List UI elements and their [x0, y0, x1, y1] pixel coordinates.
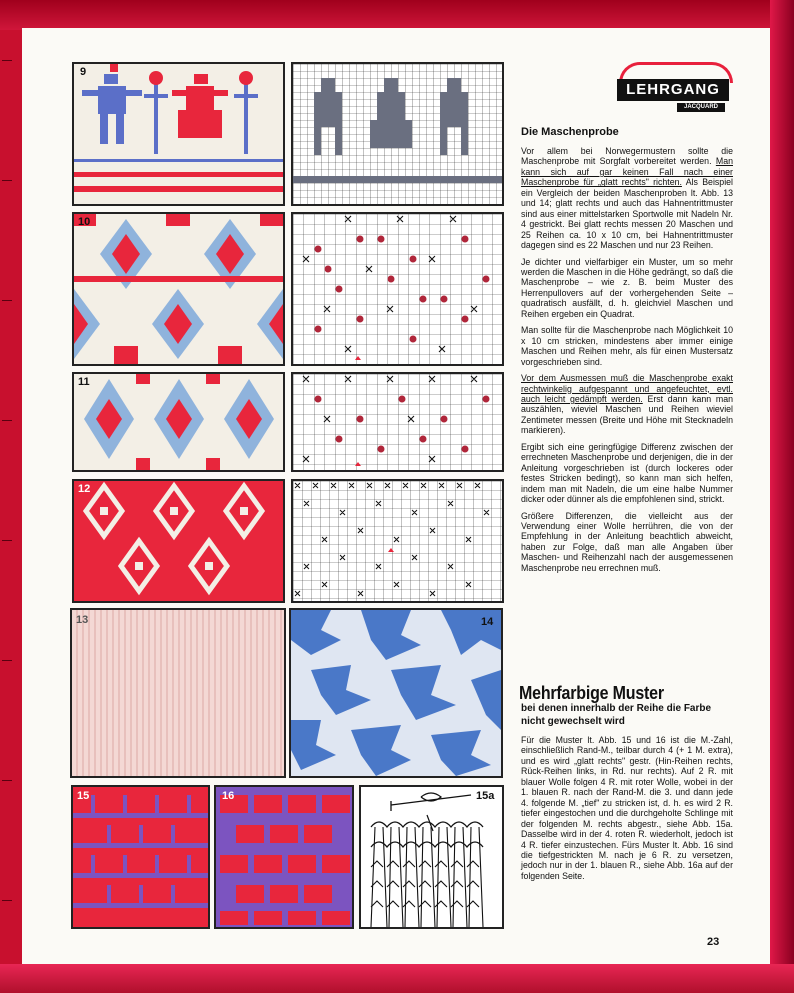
page-number: 23: [707, 936, 720, 948]
swatch-9-pattern: [74, 64, 283, 204]
swatch-14-pattern: [291, 610, 501, 776]
fig-11-label: 11: [78, 376, 90, 388]
section2-body: [521, 735, 733, 887]
top-border: [0, 0, 794, 30]
paragraph-2: Je dichter und vielfarbiger ein Muster, um so mehr werden die Maschen in die Höhe gedrängt, so daß die Maschenprobe – wie z. B. beim Muster des Herrenpullovers auf der vorhergehenden Seite – quadratisch ausfällt, d. h. gleichviel Maschen und Reihen ergeben ein Quadrat.: [521, 256, 733, 319]
fig-9-label: 9: [80, 66, 87, 78]
swatch-15-pattern: [73, 787, 208, 927]
p1-text-b: Als Beispiel ein Vergleich der beiden Maschenproben lt. Abb. 13 und 14; glatt rechts und auch das Hahnentrittmuster sind aus einer mittelstarken Sportwolle mit Nadeln Nr. 4 gestrickt. Bei glatt rechts messen 20 Maschen und 25 Reihen ca. 10 x 10 cm, bei Hahnentrittmuster dagegen sind es 22 Maschen und nur 23 Reihen.: [521, 177, 733, 251]
section-heading-maschenprobe: Die Maschenprobe: [521, 126, 619, 138]
fig-15-label: 15: [77, 790, 90, 802]
fig-12-label: 12: [78, 483, 91, 495]
p1-text-a: Vor allem bei Norwegermustern sollte die Maschenprobe mit Sorgfalt vorbereitet werden.: [521, 146, 733, 167]
right-edge: [770, 0, 794, 993]
swatch-15: [71, 785, 210, 929]
fig-10-label: 10: [78, 216, 91, 228]
fig-14-label: 14: [481, 616, 494, 628]
bottom-border: [0, 964, 794, 993]
section1-body: [521, 146, 733, 579]
swatch-12-pattern: [74, 481, 283, 601]
paragraph-4: [521, 373, 733, 436]
section-heading-mehrfarbige-muster: Mehrfarbige Muster: [519, 684, 664, 704]
paragraph-3: Man sollte für die Maschenprobe nach Möglichkeit 10 x 10 cm stricken, mindestens aber immer einige Maschen und Reihen mehr, als für einen Mustersatz vorgeschrieben sind.: [521, 325, 733, 367]
fig-13-label: 13: [76, 614, 89, 626]
fig-15a-label: 15a: [476, 790, 495, 802]
swatch-14: [289, 608, 503, 778]
chart-10-grid: [293, 214, 502, 364]
logo-title: LEHRGANG: [617, 79, 729, 101]
swatch-11-pattern: [74, 374, 283, 470]
swatch-9: [72, 62, 285, 206]
chart-11: [291, 372, 504, 472]
swatch-11: [72, 372, 285, 472]
lehrgang-logo: [617, 60, 729, 120]
swatch-12: [72, 479, 285, 603]
p4-underlined: Vor dem Ausmessen muß die Maschenprobe exakt rechtwinkelig aufgespannt und angefeuchtet, evtl. auch leicht gedämpft werden.: [521, 373, 733, 404]
margin-ticks: [0, 60, 22, 960]
p4-text-b: Erst dann kann man auszählen, wieviel Maschen und Reihen wieviel Zentimeter messen (Breite und Höhe mit Stecknadeln markieren).: [521, 393, 733, 436]
illustration-15a-drawing: [361, 787, 502, 927]
swatch-10: [72, 212, 285, 366]
chart-12: [291, 479, 504, 603]
illustration-15a: [359, 785, 504, 929]
chart-9-grid: [293, 64, 502, 204]
chart-10: [291, 212, 504, 366]
logo-subtitle: JACQUARD: [677, 103, 725, 112]
swatch-10-pattern: [74, 214, 283, 364]
paragraph-7: Für die Muster lt. Abb. 15 und 16 ist die M.-Zahl, einschließlich Rand-M., teilbar durch 4 (+ 1 M. extra), und es wird „glatt rechts" gestr. (Hin-Reihen rechts, Rück-Reihen links, in Rd. nur rechts). Auf 2 R. mit blauer Wolle folgen 4 R. mit roter Wolle, wobei in der 1. blauen R. nach der Rand-M. die 3. und dann jede 4. folgende M. „tief" zu stricken ist, d. h. es wird 2 R. tiefer eingestochen und die durchgeholte Schlinge mit der folgenden M. rechts abgestr., siehe Abb. 15a. Dasselbe wird in der 4. roten R. wiederholt, jedoch ist 4 R. tiefer einzustechen. Fürs Muster lt. Abb. 16 sind die tiefgestrickten M. nach je 6 R. zu versetzen, jedoch nur in der 1. blauen R., siehe Abb. 16a auf der folgenden Seite.: [521, 735, 733, 881]
section-subheading: bei denen innerhalb der Reihe die Farbe nicht gewechselt wird: [521, 703, 712, 727]
chart-12-grid: [293, 481, 502, 601]
paragraph-6: Größere Differenzen, die vielleicht aus der Verwendung einer Wolle herrühren, die von der Empfehlung in der Anleitung beachtlich abweicht, haben zur Folge, daß man alle Angaben über Maschen- und Reihenzahl nach der ausgemessenen Maschenprobe neu errechnen muß.: [521, 510, 733, 573]
chart-9: [291, 62, 504, 206]
fig-16-label: 16: [222, 790, 235, 802]
swatch-16-pattern: [216, 787, 352, 927]
chart-11-grid: [293, 374, 502, 470]
p1-underlined: Man kann sich auf gar keinen Fall nach einer Maschenprobe für „glatt rechts" richten.: [521, 156, 733, 188]
paragraph-5: Ergibt sich eine geringfügige Differenz zwischen der errechneten Maschenprobe und derjenigen, die in der Anleitung vorgeschrieben ist (durch lockeres oder festes Stricken bedingt), so kann man sich helfen, indem man mit Nadeln, die um eine halbe Nummer dicker oder dünner als die empfohlenen sind, strickt.: [521, 441, 733, 505]
swatch-16: [214, 785, 354, 929]
paragraph-1: [521, 146, 733, 251]
swatch-13: [70, 608, 286, 778]
